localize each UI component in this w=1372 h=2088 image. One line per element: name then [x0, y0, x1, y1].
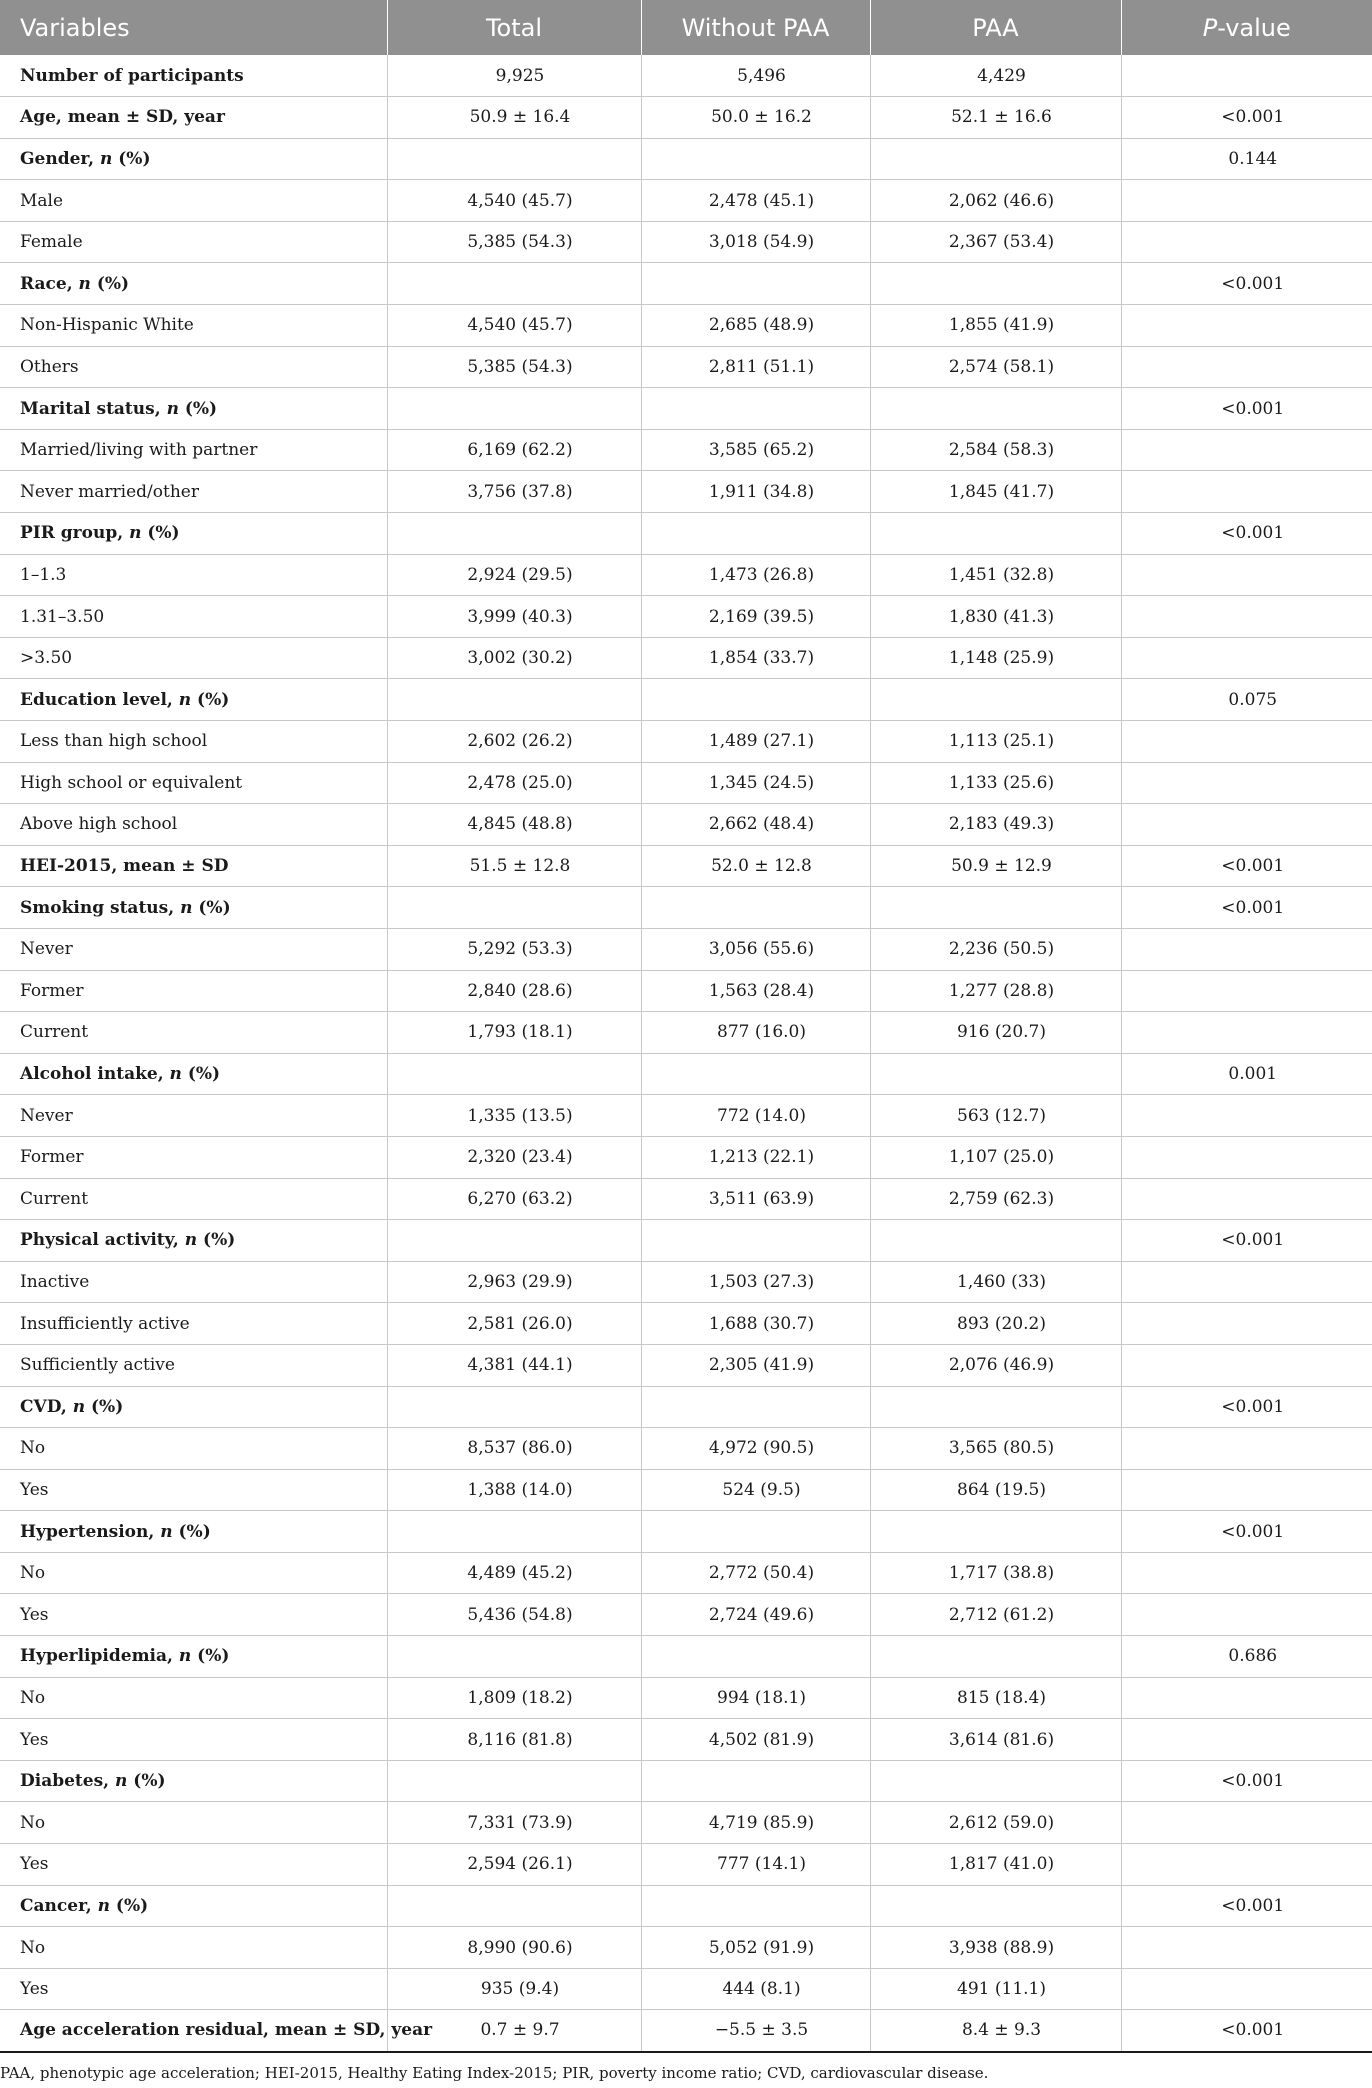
table-row — [0, 1178, 1372, 1220]
section-row — [0, 263, 1372, 305]
header-paa: PAA — [870, 0, 1121, 55]
without-paa-cell — [641, 1636, 870, 1678]
section-row — [0, 2010, 1372, 2052]
table-row — [0, 1594, 1372, 1636]
section-row — [0, 97, 1372, 139]
variable-label: Yes — [0, 1594, 387, 1636]
total-cell — [387, 1885, 641, 1927]
p-value-cell — [1121, 1802, 1372, 1844]
total-cell: 2,602 (26.2) — [387, 721, 641, 763]
table-row — [0, 928, 1372, 970]
p-value-cell — [1121, 721, 1372, 763]
section-row — [0, 1220, 1372, 1262]
paa-cell: 4,429 — [870, 55, 1121, 97]
variable-label: CVD, n (%) — [0, 1386, 387, 1428]
variable-label: Sufficiently active — [0, 1344, 387, 1386]
total-cell: 0.7 ± 9.7 — [387, 2010, 641, 2052]
header-without-paa: Without PAA — [641, 0, 870, 55]
section-row — [0, 1760, 1372, 1802]
table-row — [0, 596, 1372, 638]
paa-cell: 3,614 (81.6) — [870, 1719, 1121, 1761]
variable-label: Race, n (%) — [0, 263, 387, 305]
total-cell: 4,381 (44.1) — [387, 1344, 641, 1386]
table-row — [0, 1095, 1372, 1137]
table-row — [0, 1303, 1372, 1345]
without-paa-cell — [641, 1220, 870, 1262]
table-row — [0, 1428, 1372, 1470]
without-paa-cell — [641, 138, 870, 180]
variable-label: Yes — [0, 1719, 387, 1761]
section-row — [0, 845, 1372, 887]
table-row — [0, 305, 1372, 347]
variable-label: Married/living with partner — [0, 429, 387, 471]
p-value-cell: <0.001 — [1121, 2010, 1372, 2052]
total-cell: 935 (9.4) — [387, 1968, 641, 2010]
total-cell: 8,990 (90.6) — [387, 1927, 641, 1969]
table-row — [0, 1927, 1372, 1969]
paa-cell: 2,367 (53.4) — [870, 221, 1121, 263]
paa-cell: 1,113 (25.1) — [870, 721, 1121, 763]
total-cell — [387, 1386, 641, 1428]
variable-label: Number of participants — [0, 55, 387, 97]
total-cell: 4,540 (45.7) — [387, 305, 641, 347]
without-paa-cell: 4,972 (90.5) — [641, 1428, 870, 1470]
variable-label: Age, mean ± SD, year — [0, 97, 387, 139]
total-cell: 2,924 (29.5) — [387, 554, 641, 596]
p-value-cell — [1121, 1303, 1372, 1345]
paa-cell — [870, 1636, 1121, 1678]
total-cell: 1,809 (18.2) — [387, 1677, 641, 1719]
p-value-cell — [1121, 1012, 1372, 1054]
table-row — [0, 1844, 1372, 1886]
without-paa-cell: 2,662 (48.4) — [641, 804, 870, 846]
paa-cell — [870, 513, 1121, 555]
without-paa-cell: −5.5 ± 3.5 — [641, 2010, 870, 2052]
without-paa-cell: 524 (9.5) — [641, 1469, 870, 1511]
table-row — [0, 1968, 1372, 2010]
variable-label: Less than high school — [0, 721, 387, 763]
paa-cell — [870, 1386, 1121, 1428]
header-p-value: P-value — [1121, 0, 1372, 55]
p-value-cell — [1121, 1178, 1372, 1220]
without-paa-cell — [641, 679, 870, 721]
without-paa-cell: 3,511 (63.9) — [641, 1178, 870, 1220]
section-row — [0, 138, 1372, 180]
table-row — [0, 1469, 1372, 1511]
p-value-cell — [1121, 1677, 1372, 1719]
without-paa-cell: 2,305 (41.9) — [641, 1344, 870, 1386]
paa-cell: 916 (20.7) — [870, 1012, 1121, 1054]
without-paa-cell: 2,169 (39.5) — [641, 596, 870, 638]
p-value-cell — [1121, 1095, 1372, 1137]
without-paa-cell: 2,811 (51.1) — [641, 346, 870, 388]
total-cell: 1,388 (14.0) — [387, 1469, 641, 1511]
paa-cell: 2,612 (59.0) — [870, 1802, 1121, 1844]
without-paa-cell: 877 (16.0) — [641, 1012, 870, 1054]
table-row — [0, 1261, 1372, 1303]
section-row — [0, 1636, 1372, 1678]
p-value-cell — [1121, 1594, 1372, 1636]
p-value-cell: <0.001 — [1121, 845, 1372, 887]
without-paa-cell: 444 (8.1) — [641, 1968, 870, 2010]
without-paa-cell — [641, 513, 870, 555]
p-value-cell: 0.686 — [1121, 1636, 1372, 1678]
total-cell: 5,385 (54.3) — [387, 221, 641, 263]
without-paa-cell: 4,719 (85.9) — [641, 1802, 870, 1844]
total-cell — [387, 679, 641, 721]
table-row — [0, 471, 1372, 513]
variable-label: High school or equivalent — [0, 762, 387, 804]
p-value-cell: <0.001 — [1121, 263, 1372, 305]
section-row — [0, 388, 1372, 430]
total-cell: 50.9 ± 16.4 — [387, 97, 641, 139]
p-value-cell — [1121, 554, 1372, 596]
p-value-cell — [1121, 1968, 1372, 2010]
variable-label: 1–1.3 — [0, 554, 387, 596]
p-value-cell: <0.001 — [1121, 388, 1372, 430]
paa-cell — [870, 138, 1121, 180]
total-cell: 2,320 (23.4) — [387, 1136, 641, 1178]
total-cell — [387, 1220, 641, 1262]
p-value-cell — [1121, 1927, 1372, 1969]
variable-label: HEI-2015, mean ± SD — [0, 845, 387, 887]
total-cell: 8,116 (81.8) — [387, 1719, 641, 1761]
total-cell: 2,581 (26.0) — [387, 1303, 641, 1345]
p-value-cell — [1121, 1719, 1372, 1761]
paa-cell: 1,133 (25.6) — [870, 762, 1121, 804]
variable-label: No — [0, 1677, 387, 1719]
total-cell: 4,489 (45.2) — [387, 1552, 641, 1594]
variable-label: Smoking status, n (%) — [0, 887, 387, 929]
without-paa-cell: 777 (14.1) — [641, 1844, 870, 1886]
paa-cell — [870, 679, 1121, 721]
total-cell: 5,292 (53.3) — [387, 928, 641, 970]
p-value-cell — [1121, 1136, 1372, 1178]
paa-cell: 1,277 (28.8) — [870, 970, 1121, 1012]
table-row — [0, 1012, 1372, 1054]
without-paa-cell — [641, 1760, 870, 1802]
table-row — [0, 1136, 1372, 1178]
variable-label: Others — [0, 346, 387, 388]
variable-label: Never — [0, 928, 387, 970]
table-row — [0, 762, 1372, 804]
without-paa-cell: 1,688 (30.7) — [641, 1303, 870, 1345]
total-cell: 2,478 (25.0) — [387, 762, 641, 804]
paa-cell: 50.9 ± 12.9 — [870, 845, 1121, 887]
table-row — [0, 180, 1372, 222]
paa-cell: 2,062 (46.6) — [870, 180, 1121, 222]
paa-cell: 815 (18.4) — [870, 1677, 1121, 1719]
section-row — [0, 513, 1372, 555]
paa-cell — [870, 388, 1121, 430]
without-paa-cell: 1,911 (34.8) — [641, 471, 870, 513]
table-footnote: PAA, phenotypic age acceleration; HEI-2015, Healthy Eating Index-2015; PIR, poverty income ratio; CVD, cardiovascular disease. — [0, 2064, 989, 2082]
p-value-cell — [1121, 637, 1372, 679]
p-value-cell: <0.001 — [1121, 1386, 1372, 1428]
without-paa-cell — [641, 887, 870, 929]
variable-label: Yes — [0, 1968, 387, 2010]
p-value-cell: <0.001 — [1121, 1511, 1372, 1553]
total-cell: 5,385 (54.3) — [387, 346, 641, 388]
paa-cell: 893 (20.2) — [870, 1303, 1121, 1345]
without-paa-cell: 5,496 — [641, 55, 870, 97]
variable-label: Non-Hispanic White — [0, 305, 387, 347]
paa-cell: 864 (19.5) — [870, 1469, 1121, 1511]
variable-label: Hyperlipidemia, n (%) — [0, 1636, 387, 1678]
table-row — [0, 346, 1372, 388]
variable-label: Former — [0, 970, 387, 1012]
without-paa-cell: 994 (18.1) — [641, 1677, 870, 1719]
p-value-cell — [1121, 346, 1372, 388]
total-cell: 7,331 (73.9) — [387, 1802, 641, 1844]
paa-cell: 1,845 (41.7) — [870, 471, 1121, 513]
paa-cell: 2,574 (58.1) — [870, 346, 1121, 388]
paa-cell: 2,584 (58.3) — [870, 429, 1121, 471]
without-paa-cell — [641, 1511, 870, 1553]
total-cell — [387, 1760, 641, 1802]
variable-label: Never married/other — [0, 471, 387, 513]
table-row — [0, 1802, 1372, 1844]
p-value-cell — [1121, 305, 1372, 347]
without-paa-cell: 2,724 (49.6) — [641, 1594, 870, 1636]
paa-cell — [870, 1511, 1121, 1553]
variable-label: Age acceleration residual, mean ± SD, year — [0, 2010, 387, 2052]
total-cell: 3,756 (37.8) — [387, 471, 641, 513]
variable-label: Education level, n (%) — [0, 679, 387, 721]
p-value-cell — [1121, 970, 1372, 1012]
paa-cell: 1,855 (41.9) — [870, 305, 1121, 347]
without-paa-cell — [641, 1053, 870, 1095]
table-row — [0, 429, 1372, 471]
variable-label: No — [0, 1927, 387, 1969]
section-row — [0, 1386, 1372, 1428]
variable-label: Diabetes, n (%) — [0, 1760, 387, 1802]
p-value-cell — [1121, 1469, 1372, 1511]
table-row — [0, 721, 1372, 763]
p-value-cell — [1121, 762, 1372, 804]
paa-cell: 1,717 (38.8) — [870, 1552, 1121, 1594]
variable-label: Hypertension, n (%) — [0, 1511, 387, 1553]
total-cell: 3,002 (30.2) — [387, 637, 641, 679]
without-paa-cell: 3,018 (54.9) — [641, 221, 870, 263]
variable-label: Former — [0, 1136, 387, 1178]
variable-label: No — [0, 1428, 387, 1470]
total-cell: 1,793 (18.1) — [387, 1012, 641, 1054]
total-cell — [387, 513, 641, 555]
paa-cell: 52.1 ± 16.6 — [870, 97, 1121, 139]
variable-label: PIR group, n (%) — [0, 513, 387, 555]
section-row — [0, 55, 1372, 97]
without-paa-cell: 5,052 (91.9) — [641, 1927, 870, 1969]
p-value-cell: <0.001 — [1121, 1885, 1372, 1927]
without-paa-cell: 772 (14.0) — [641, 1095, 870, 1137]
p-value-cell — [1121, 1344, 1372, 1386]
table-row — [0, 1677, 1372, 1719]
variable-label: Female — [0, 221, 387, 263]
table-row — [0, 1344, 1372, 1386]
total-cell — [387, 1511, 641, 1553]
without-paa-cell — [641, 1386, 870, 1428]
paa-cell — [870, 1760, 1121, 1802]
total-cell — [387, 263, 641, 305]
without-paa-cell: 52.0 ± 12.8 — [641, 845, 870, 887]
paa-cell: 1,107 (25.0) — [870, 1136, 1121, 1178]
variable-label: Yes — [0, 1844, 387, 1886]
variable-label: Gender, n (%) — [0, 138, 387, 180]
without-paa-cell: 1,854 (33.7) — [641, 637, 870, 679]
without-paa-cell: 50.0 ± 16.2 — [641, 97, 870, 139]
without-paa-cell: 3,056 (55.6) — [641, 928, 870, 970]
paa-cell: 563 (12.7) — [870, 1095, 1121, 1137]
total-cell: 4,540 (45.7) — [387, 180, 641, 222]
p-value-cell: <0.001 — [1121, 513, 1372, 555]
variable-label: Above high school — [0, 804, 387, 846]
p-value-cell — [1121, 1552, 1372, 1594]
total-cell — [387, 138, 641, 180]
p-value-cell — [1121, 928, 1372, 970]
total-cell — [387, 388, 641, 430]
total-cell: 51.5 ± 12.8 — [387, 845, 641, 887]
without-paa-cell: 2,478 (45.1) — [641, 180, 870, 222]
without-paa-cell: 1,489 (27.1) — [641, 721, 870, 763]
p-value-cell — [1121, 55, 1372, 97]
p-value-cell: <0.001 — [1121, 97, 1372, 139]
variable-label: >3.50 — [0, 637, 387, 679]
p-value-cell: <0.001 — [1121, 1220, 1372, 1262]
without-paa-cell: 1,503 (27.3) — [641, 1261, 870, 1303]
without-paa-cell: 3,585 (65.2) — [641, 429, 870, 471]
variable-label: Inactive — [0, 1261, 387, 1303]
paa-cell: 1,817 (41.0) — [870, 1844, 1121, 1886]
p-value-cell — [1121, 471, 1372, 513]
total-cell: 6,270 (63.2) — [387, 1178, 641, 1220]
paa-cell — [870, 1220, 1121, 1262]
p-value-cell: 0.001 — [1121, 1053, 1372, 1095]
total-cell — [387, 1053, 641, 1095]
without-paa-cell: 1,213 (22.1) — [641, 1136, 870, 1178]
p-value-cell: <0.001 — [1121, 887, 1372, 929]
table-row — [0, 970, 1372, 1012]
without-paa-cell: 1,473 (26.8) — [641, 554, 870, 596]
paa-cell: 3,565 (80.5) — [870, 1428, 1121, 1470]
variable-label: Yes — [0, 1469, 387, 1511]
paa-cell — [870, 887, 1121, 929]
paa-cell: 2,236 (50.5) — [870, 928, 1121, 970]
section-row — [0, 1053, 1372, 1095]
variable-label: Cancer, n (%) — [0, 1885, 387, 1927]
section-row — [0, 679, 1372, 721]
without-paa-cell: 2,685 (48.9) — [641, 305, 870, 347]
paa-cell: 2,183 (49.3) — [870, 804, 1121, 846]
total-cell: 2,594 (26.1) — [387, 1844, 641, 1886]
table-body — [0, 55, 1372, 2052]
section-row — [0, 1885, 1372, 1927]
paa-cell — [870, 1053, 1121, 1095]
p-value-cell: 0.144 — [1121, 138, 1372, 180]
variable-label: Male — [0, 180, 387, 222]
variable-label: Physical activity, n (%) — [0, 1220, 387, 1262]
p-value-cell — [1121, 221, 1372, 263]
p-value-cell — [1121, 596, 1372, 638]
section-row — [0, 1511, 1372, 1553]
paa-cell: 1,830 (41.3) — [870, 596, 1121, 638]
variable-label: Never — [0, 1095, 387, 1137]
variable-label: Insufficiently active — [0, 1303, 387, 1345]
p-value-cell — [1121, 1844, 1372, 1886]
paa-cell: 1,460 (33) — [870, 1261, 1121, 1303]
paa-cell: 491 (11.1) — [870, 1968, 1121, 2010]
without-paa-cell: 1,563 (28.4) — [641, 970, 870, 1012]
p-value-cell: 0.075 — [1121, 679, 1372, 721]
header-total: Total — [387, 0, 641, 55]
paa-cell: 2,759 (62.3) — [870, 1178, 1121, 1220]
total-cell: 3,999 (40.3) — [387, 596, 641, 638]
total-cell: 2,963 (29.9) — [387, 1261, 641, 1303]
paa-cell: 1,451 (32.8) — [870, 554, 1121, 596]
paa-cell: 2,076 (46.9) — [870, 1344, 1121, 1386]
paa-cell — [870, 1885, 1121, 1927]
header-variables: Variables — [0, 0, 387, 55]
total-cell: 8,537 (86.0) — [387, 1428, 641, 1470]
variable-label: 1.31–3.50 — [0, 596, 387, 638]
table-row — [0, 637, 1372, 679]
table-header — [0, 0, 1372, 55]
p-value-cell — [1121, 804, 1372, 846]
table-row — [0, 1719, 1372, 1761]
p-value-cell — [1121, 180, 1372, 222]
total-cell: 4,845 (48.8) — [387, 804, 641, 846]
variable-label: Marital status, n (%) — [0, 388, 387, 430]
p-value-cell — [1121, 429, 1372, 471]
without-paa-cell: 1,345 (24.5) — [641, 762, 870, 804]
without-paa-cell — [641, 388, 870, 430]
without-paa-cell: 2,772 (50.4) — [641, 1552, 870, 1594]
without-paa-cell — [641, 1885, 870, 1927]
paa-cell — [870, 263, 1121, 305]
total-cell: 1,335 (13.5) — [387, 1095, 641, 1137]
table-row — [0, 554, 1372, 596]
table-row — [0, 804, 1372, 846]
total-cell — [387, 887, 641, 929]
variable-label: Current — [0, 1012, 387, 1054]
variable-label: Alcohol intake, n (%) — [0, 1053, 387, 1095]
section-row — [0, 887, 1372, 929]
total-cell: 9,925 — [387, 55, 641, 97]
paa-cell: 8.4 ± 9.3 — [870, 2010, 1121, 2052]
total-cell: 5,436 (54.8) — [387, 1594, 641, 1636]
paa-cell: 1,148 (25.9) — [870, 637, 1121, 679]
variable-label: No — [0, 1552, 387, 1594]
p-value-cell — [1121, 1261, 1372, 1303]
variable-label: Current — [0, 1178, 387, 1220]
paa-cell: 3,938 (88.9) — [870, 1927, 1121, 1969]
without-paa-cell: 4,502 (81.9) — [641, 1719, 870, 1761]
total-cell — [387, 1636, 641, 1678]
table-row — [0, 221, 1372, 263]
total-cell: 6,169 (62.2) — [387, 429, 641, 471]
total-cell: 2,840 (28.6) — [387, 970, 641, 1012]
p-value-cell: <0.001 — [1121, 1760, 1372, 1802]
without-paa-cell — [641, 263, 870, 305]
variable-label: No — [0, 1802, 387, 1844]
table-row — [0, 1552, 1372, 1594]
header-row — [0, 0, 1372, 55]
p-value-cell — [1121, 1428, 1372, 1470]
paa-cell: 2,712 (61.2) — [870, 1594, 1121, 1636]
